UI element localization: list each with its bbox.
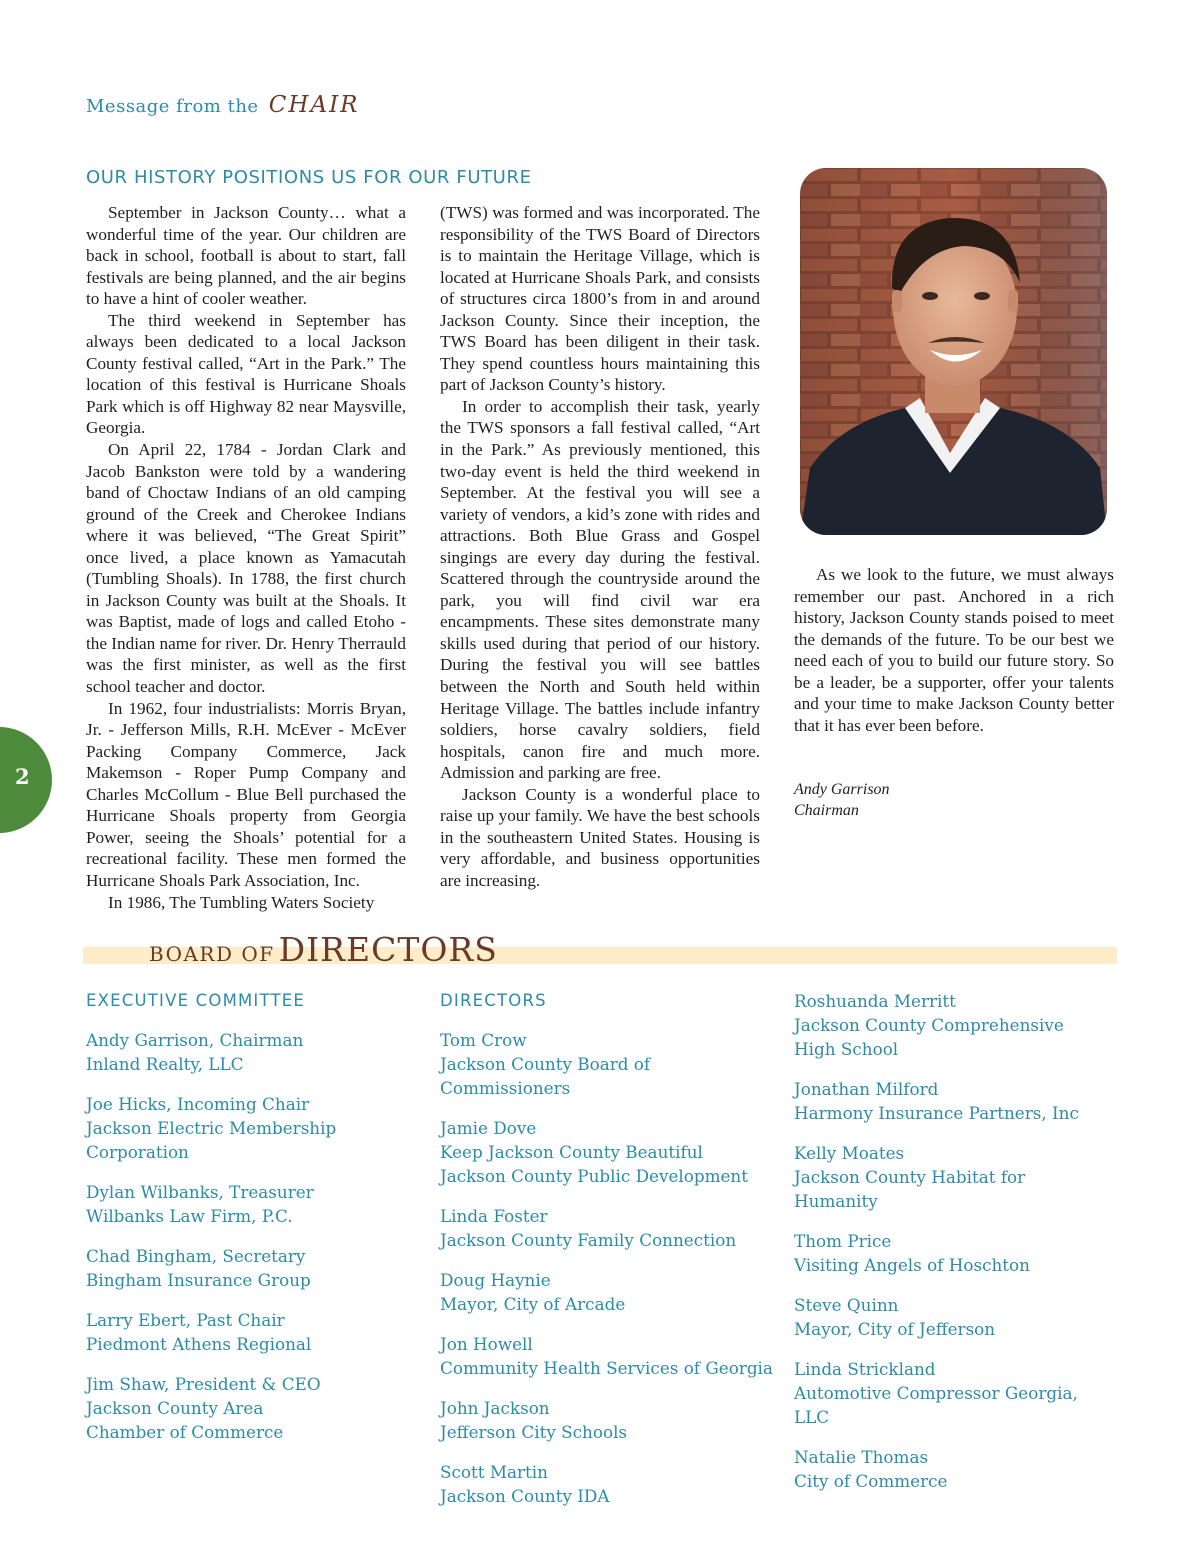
board-member-entry [794, 1293, 1094, 1341]
member-affiliation: Jackson County Comprehensive High School [794, 1015, 1064, 1059]
board-member-entry [440, 1396, 780, 1444]
member-affiliation: Chamber of Commerce [86, 1422, 284, 1442]
member-name: Andy Garrison, Chairman [86, 1030, 304, 1050]
board-member-entry [86, 1372, 426, 1444]
member-name: Jamie Dove [440, 1118, 537, 1138]
board-member-entry [86, 1028, 426, 1076]
signature-title: Chairman [794, 802, 859, 819]
member-name: Doug Haynie [440, 1270, 551, 1290]
letter-paragraph: September in Jackson County… what a wonderful time of the year. Our children are back in school, football is about to start, fall festivals are being planned, and the air begins to have a hint of cooler weather. [86, 203, 406, 309]
member-affiliation: Jackson County Public Development [440, 1166, 748, 1186]
kicker-emphasis: CHAIR [268, 92, 360, 118]
member-affiliation: Jefferson City Schools [440, 1422, 628, 1442]
member-name: Linda Foster [440, 1206, 548, 1226]
board-member-entry [440, 1204, 780, 1252]
letter-paragraph: As we look to the future, we must always remember our past. Anchored in a rich history, Jackson County stands poised to meet the demands of the future. To be our best we need each of you to build our future story. So be a leader, be a supporter, offer your talents and your time to make Jackson County better that it has ever been before. [794, 565, 1114, 735]
member-affiliation: Jackson Electric Membership Corporation [86, 1118, 337, 1162]
member-affiliation: Keep Jackson County Beautiful [440, 1142, 703, 1162]
letter-paragraph: Jackson County is a wonderful place to raise up your family. We have the best schools in the southeastern United States. Housing is very affordable, and business opportunities are increasing. [440, 784, 760, 890]
member-affiliation: Automotive Compressor Georgia, LLC [794, 1383, 1078, 1427]
member-affiliation: Visiting Angels of Hoschton [794, 1255, 1030, 1275]
member-name: Chad Bingham, Secretary [86, 1246, 306, 1266]
board-member-entry [86, 1092, 426, 1164]
member-name: Larry Ebert, Past Chair [86, 1310, 285, 1330]
board-member-entry [440, 1460, 780, 1508]
directors-column [440, 989, 780, 1524]
member-affiliation: Jackson County Area [86, 1398, 264, 1418]
member-name: John Jackson [440, 1398, 550, 1418]
board-member-entry [794, 989, 1094, 1061]
board-member-entry [440, 1332, 780, 1380]
member-name: Natalie Thomas [794, 1447, 929, 1467]
directors-list-continued [794, 989, 1094, 1493]
letter-paragraph: (TWS) was formed and was incorporated. The responsibility of the TWS Board of Directors is to maintain the Heritage Village, which is located at Hurricane Shoals Park, and consists of structures circa 1800’s from in and around Jackson County. Since their inception, the TWS Board has been diligent in their task. They spend countless hours maintaining this part of Jackson County’s history. [440, 203, 760, 395]
board-title [149, 930, 498, 969]
letter-paragraph: In order to accomplish their task, yearly the TWS sponsors a fall festival called, “Art in the Park.” As previously mentioned, this two-day event is held the third weekend in September. At the festival you will see a variety of vendors, a kid’s zone with rides and attractions. Both Blue Grass and Gospel singings are every day during the festival. Scattered through the countryside around the park, you will find civil war era encampments. These sites demonstrate many skills used during that period of our history. During the festival you will see battles between the North and South held within Heritage Village. The battles include infantry soldiers, horse cavalry soldiers, field hospitals, canon fire and much more. Admission and parking are free. [440, 396, 760, 783]
section-kicker [86, 92, 359, 118]
board-member-entry [86, 1244, 426, 1292]
member-name: Thom Price [794, 1231, 892, 1251]
directors-column-continued [794, 989, 1094, 1509]
member-name: Dylan Wilbanks, Treasurer [86, 1182, 314, 1202]
board-member-entry [794, 1229, 1094, 1277]
board-member-entry [794, 1357, 1094, 1429]
signature [794, 779, 890, 821]
member-affiliation: Community Health Services of Georgia [440, 1358, 773, 1378]
board-member-entry [86, 1180, 426, 1228]
member-affiliation: City of Commerce [794, 1471, 948, 1491]
chairman-portrait [800, 168, 1107, 535]
board-member-entry [794, 1077, 1094, 1125]
board-title-big: DIRECTORS [278, 930, 498, 969]
board-member-entry [440, 1116, 780, 1188]
board-member-entry [794, 1445, 1094, 1493]
board-member-entry [86, 1308, 426, 1356]
member-affiliation: Jackson County Habitat for Humanity [794, 1167, 1026, 1211]
member-affiliation: Jackson County Board of Commissioners [440, 1054, 651, 1098]
executive-committee-column [86, 989, 426, 1460]
member-name: Joe Hicks, Incoming Chair [86, 1094, 310, 1114]
kicker-prefix: Message from the [86, 96, 259, 117]
member-affiliation: Jackson County IDA [440, 1486, 610, 1506]
letter-column-1 [86, 202, 406, 913]
executive-committee-list [86, 1028, 426, 1444]
member-name: Steve Quinn [794, 1295, 899, 1315]
member-affiliation: Harmony Insurance Partners, Inc [794, 1103, 1079, 1123]
member-affiliation: Bingham Insurance Group [86, 1270, 311, 1290]
letter-column-3 [794, 564, 1114, 736]
member-affiliation: Wilbanks Law Firm, P.C. [86, 1206, 293, 1226]
letter-column-2 [440, 202, 760, 892]
member-name: Jim Shaw, President & CEO [86, 1374, 321, 1394]
page-number: 2 [15, 764, 30, 789]
board-member-entry [440, 1268, 780, 1316]
member-name: Jonathan Milford [794, 1079, 939, 1099]
letter-paragraph: On April 22, 1784 - Jordan Clark and Jacob Bankston were told by a wandering band of Choctaw Indians of an old camping ground of the Creek and Cherokee Indians where it was believed, “The Great Spirit” once lived, a place known as Yamacutah (Tumbling Shoals). In 1788, the first church in Jackson County was built at the Shoals. It was Baptist, made of logs and called Etoho - the Indian name for river. Dr. Henry Therrauld was the first minister, as well as the first school teacher and doctor. [86, 440, 406, 697]
member-affiliation: Mayor, City of Arcade [440, 1294, 626, 1314]
member-name: Linda Strickland [794, 1359, 936, 1379]
board-member-entry [440, 1028, 780, 1100]
article-headline: OUR HISTORY POSITIONS US FOR OUR FUTURE [86, 167, 532, 188]
member-name: Roshuanda Merritt [794, 991, 956, 1011]
member-name: Scott Martin [440, 1462, 548, 1482]
member-affiliation: Inland Realty, LLC [86, 1054, 244, 1074]
member-name: Tom Crow [440, 1030, 527, 1050]
member-affiliation: Mayor, City of Jefferson [794, 1319, 996, 1339]
member-name: Kelly Moates [794, 1143, 905, 1163]
signature-name: Andy Garrison [794, 781, 890, 798]
directors-heading: DIRECTORS [440, 991, 547, 1010]
letter-paragraph: The third weekend in September has always been dedicated to a local Jackson County festival called, “Art in the Park.” The location of this festival is Hurricane Shoals Park which is off Highway 82 near Maysville, Georgia. [86, 310, 406, 438]
member-name: Jon Howell [440, 1334, 533, 1354]
letter-paragraph: In 1986, The Tumbling Waters Society [108, 892, 375, 912]
board-title-small: BOARD OF [149, 942, 275, 966]
board-member-entry [794, 1141, 1094, 1213]
member-affiliation: Jackson County Family Connection [440, 1230, 737, 1250]
directors-list [440, 1028, 780, 1508]
member-affiliation: Piedmont Athens Regional [86, 1334, 312, 1354]
letter-paragraph: In 1962, four industrialists: Morris Bryan, Jr. - Jefferson Mills, R.H. McEver - McEver Packing Company Commerce, Jack Makemson - Roper Pump Company and Charles McCollum - Blue Bell purchased the Hurricane Shoals property from Georgia Power, seeing the Shoals’ potential for a recreational facility. These men formed the Hurricane Shoals Park Association, Inc. [86, 698, 406, 890]
executive-committee-heading: EXECUTIVE COMMITTEE [86, 991, 306, 1010]
